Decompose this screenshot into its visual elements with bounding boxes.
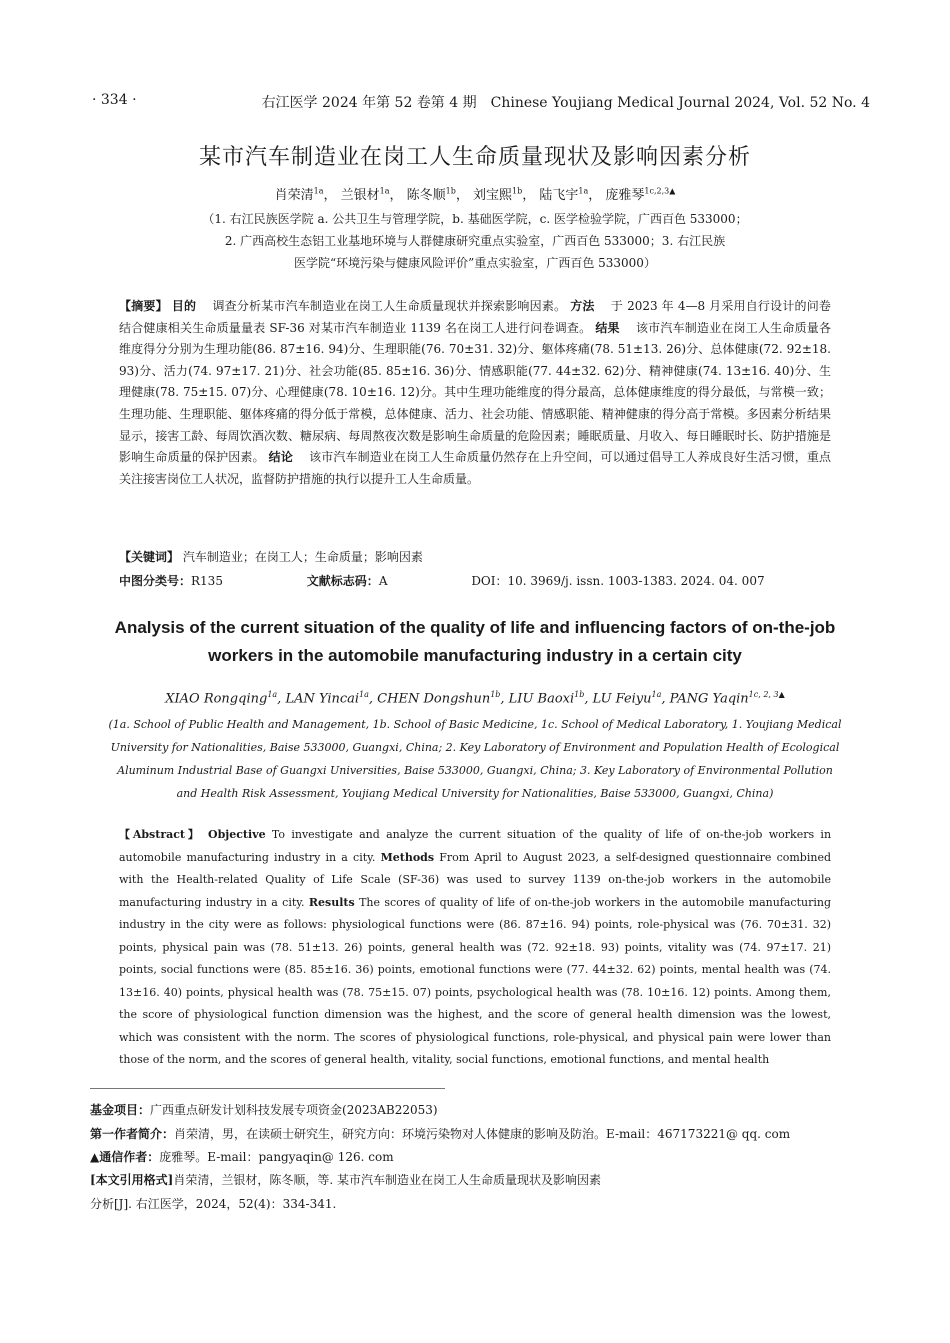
affiliation-line: University for Nationalities, Baise 533000, Guangxi, China; 2. Key Laboratory of Environment and Population Health of Ecological xyxy=(110,741,840,754)
author-sup: 1a xyxy=(578,186,589,196)
footnote-divider xyxy=(90,1088,445,1089)
author-sup: 1a xyxy=(359,690,369,699)
author-sup: 1b xyxy=(445,186,456,196)
author-sup: 1a xyxy=(267,690,278,699)
title-english: Analysis of the current situation of the quality of life and influencing factors of on-the-job workers in the automobile manufacturing industry in a certain city xyxy=(114,618,836,665)
corresponding-label: ▲通信作者： xyxy=(90,1150,160,1164)
author: 陆飞宇 xyxy=(539,188,579,203)
author: 陈冬顺 xyxy=(406,188,446,203)
clc-value: R135 xyxy=(191,574,223,588)
results-text: The scores of quality of life of on-the-job workers in the automobile manufacturing industry in the city were as follows: physiological functions were (86. 87±16. 94) points, role-physical was (76. 70±31. 32) points, physical pain was (78. 51±13. 26) points, general health was (72. 92±18. 93) points, vitality was (74. 97±17. 21) points, social functions were (85. 85±16. 36) points, emotional functions were (77. 44±32. 62) points, mental health was (74. 13±16. 40) points, physical health was (78. 75±15. 07) points, psychological health was (78. 10±16. 12) points. Among them, the score of physiological function dimension was the highest, and the score of general health dimension was the lowest, which was consistent with the norm. The scores of physiological functions, role-physical, and physical pain were lower than those of the norm, and the scores of general health, vitality, social functions, emotional functions, and mental health xyxy=(119,895,832,1066)
keywords-label: 【关键词】 xyxy=(119,550,180,564)
author-sup: 1c,2,3▲ xyxy=(644,186,676,196)
author: 庞雅琴 xyxy=(605,188,645,203)
citation-text: 肖荣清，兰银材，陈冬顺，等. 某市汽车制造业在岗工人生命质量现状及影响因素 xyxy=(173,1173,601,1187)
affiliation-line: 医学院“环境污染与健康风险评价”重点实验室，广西百色 533000） xyxy=(294,256,656,270)
author: 兰银材 xyxy=(340,188,380,203)
keywords-text: 汽车制造业；在岗工人；生命质量；影响因素 xyxy=(182,550,423,564)
footnote-fund xyxy=(90,1101,870,1118)
author-sup: 1a xyxy=(651,690,662,699)
author-sup: 1b xyxy=(574,690,585,699)
doc-value: A xyxy=(378,574,388,588)
abstract-label: 【Abstract】 xyxy=(119,828,202,841)
footnote-citation-cont: 分析[J]. 右江医学，2024，52(4)：334-341. xyxy=(90,1197,337,1211)
journal-citation: 右江医学 2024 年第 52 卷第 4 期 Chinese Youjiang Medical Journal 2024, Vol. 52 No. 4 xyxy=(261,95,870,111)
methods-label: Methods xyxy=(380,850,435,864)
affiliation-english xyxy=(90,713,860,805)
conclusion-text: 该市汽车制造业在岗工人生命质量仍然存在上升空间，可以通过倡导工人养成良好生活习惯，重点关注接害岗位工人状况，监督防护措施的执行以提升工人生命质量。 xyxy=(119,450,831,486)
affiliation-line: 2. 广西高校生态铝工业基地环境与人群健康研究重点实验室，广西百色 533000；3. 右江民族 xyxy=(224,234,726,248)
abstract-label: 【摘要】 xyxy=(119,299,168,313)
page-number: · 334 · xyxy=(92,92,137,108)
affiliation-line: （1. 右江民族医学院 a. 公共卫生与管理学院，b. 基础医学院，c. 医学检验学院，广西百色 533000； xyxy=(202,212,748,226)
author-sup: 1b xyxy=(512,186,523,196)
methods-label: 方法 xyxy=(570,299,595,313)
fund-label: 基金项目： xyxy=(90,1103,151,1117)
author: LAN Yincai xyxy=(285,691,360,707)
author: XIAO Rongqing xyxy=(165,691,268,707)
results-label: Results xyxy=(308,895,355,909)
abstract-english xyxy=(119,824,831,1072)
methods-text: From April to August 2023, a self-designed questionnaire combined with the Health-related Quality of Life Scale (SF-36) was used to survey 1139 on-the-job workers in the automobile manufacturing industry in a city. xyxy=(119,850,831,909)
author: LIU Baoxi xyxy=(508,691,575,707)
abstract-chinese xyxy=(119,296,831,490)
authors-english: XIAO Rongqing$^{1a}$, LAN Yincai$^{1a}$, CHEN Dongshun$^{1b}$, LIU Baoxi$^{1b}$, LU Feiyu$^{1a}$, PANG Yaqin$^{1c, 2, 3▲}$ xyxy=(165,690,785,707)
author-sup: 1c, 2, 3▲ xyxy=(748,690,785,699)
author-sup: 1b xyxy=(490,690,501,699)
author: 肖荣清 xyxy=(274,188,314,203)
author: PANG Yaqin xyxy=(669,691,749,707)
conclusion-label: 结论 xyxy=(268,450,293,465)
corresponding-text: 庞雅琴。E-mail：pangyaqin@ 126. com xyxy=(159,1150,394,1164)
footnote-citation xyxy=(90,1171,870,1188)
author-sup: 1a xyxy=(379,186,390,196)
results-text: 该市汽车制造业在岗工人生命质量各维度得分分别为生理功能(86. 87±16. 94)分、生理职能(76. 70±31. 32)分、躯体疼痛(78. 51±13. 26)分、总体健康(72. 92±18. 93)分、活力(74. 97±17. 21)分、社会功能(85. 85±16. 36)分、情感职能(77. 44±32. 62)分、精神健康(74. 13±16. 40)分、生理健康(78. 75±15. 07)分、心理健康(78. 10±16. 12)分。其中生理功能维度的得分最高，总体健康维度的得分最低，与常模一致；生理功能、生理职能、躯体疼痛的得分低于常模，总体健康、活力、社会功能、情感职能、精神健康的得分高于常模。多因素分析结果显示，接害工龄、每周饮酒次数、糖尿病、每周熬夜次数是影响生命质量的危险因素；睡眠质量、月收入、每日睡眠时长、防护措施是影响生命质量的保护因素。 xyxy=(119,320,831,465)
author: LU Feiyu xyxy=(592,691,652,707)
first-author-text: 肖荣清，男，在读硕士研究生，研究方向：环境污染物对人体健康的影响及防治。E-mail：467173221@ qq. com xyxy=(174,1127,791,1141)
author: 刘宝熙 xyxy=(473,188,513,203)
keywords xyxy=(119,548,831,565)
citation-label: [本文引用格式] xyxy=(90,1173,174,1187)
objective-text: 调查分析某市汽车制造业在岗工人生命质量现状并探索影响因素。 xyxy=(212,299,567,313)
methods-text: 于 2023 年 4—8 月采用自行设计的问卷结合健康相关生命质量量表 SF-36 对某市汽车制造业 1139 名在岗工人进行问卷调查。 xyxy=(119,299,831,335)
objective-label: 目的 xyxy=(171,299,197,313)
affiliation-line: (1a. School of Public Health and Management, 1b. School of Basic Medicine, 1c. School of Medical Laboratory, 1. Youjiang Medical xyxy=(108,718,842,731)
objective-label: Objective xyxy=(207,828,266,841)
results-label: 结果 xyxy=(595,320,620,335)
footnote-first-author xyxy=(90,1125,870,1142)
fund-text: 广西重点研发计划科技发展专项资金(2023AB22053) xyxy=(150,1103,438,1117)
doc-label: 文献标志码： xyxy=(306,574,379,588)
affiliation-chinese xyxy=(150,208,800,274)
doi: DOI：10. 3969/j. issn. 1003-1383. 2024. 04. 007 xyxy=(471,574,765,588)
affiliation-line: Aluminum Industrial Base of Guangxi Universities, Baise 533000, Guangxi, China; 3. Key Laboratory of Environmental Pollution xyxy=(117,764,833,777)
affiliation-line: and Health Risk Assessment, Youjiang Medical University for Nationalities, Baise 533000, Guangxi, China) xyxy=(176,787,774,800)
first-author-label: 第一作者简介： xyxy=(90,1127,175,1141)
title-chinese: 某市汽车制造业在岗工人生命质量现状及影响因素分析 xyxy=(198,145,751,170)
author-sup: 1a xyxy=(313,186,324,196)
authors-chinese: 肖荣清$^{1a}$， 兰银材$^{1a}$， 陈冬顺$^{1b}$， 刘宝熙$^{1b}$， 陆飞宇$^{1a}$， 庞雅琴$^{1c,2,3▲}$ xyxy=(274,186,676,203)
clc-label: 中图分类号： xyxy=(119,574,192,588)
objective-text: To investigate and analyze the current situation of the quality of life of on-the-job workers in automobile manufacturing industry in a city. xyxy=(119,828,832,864)
footnote-corresponding xyxy=(90,1148,870,1165)
running-header xyxy=(92,92,870,114)
classification xyxy=(119,572,831,589)
author: CHEN Dongshun xyxy=(377,691,491,707)
